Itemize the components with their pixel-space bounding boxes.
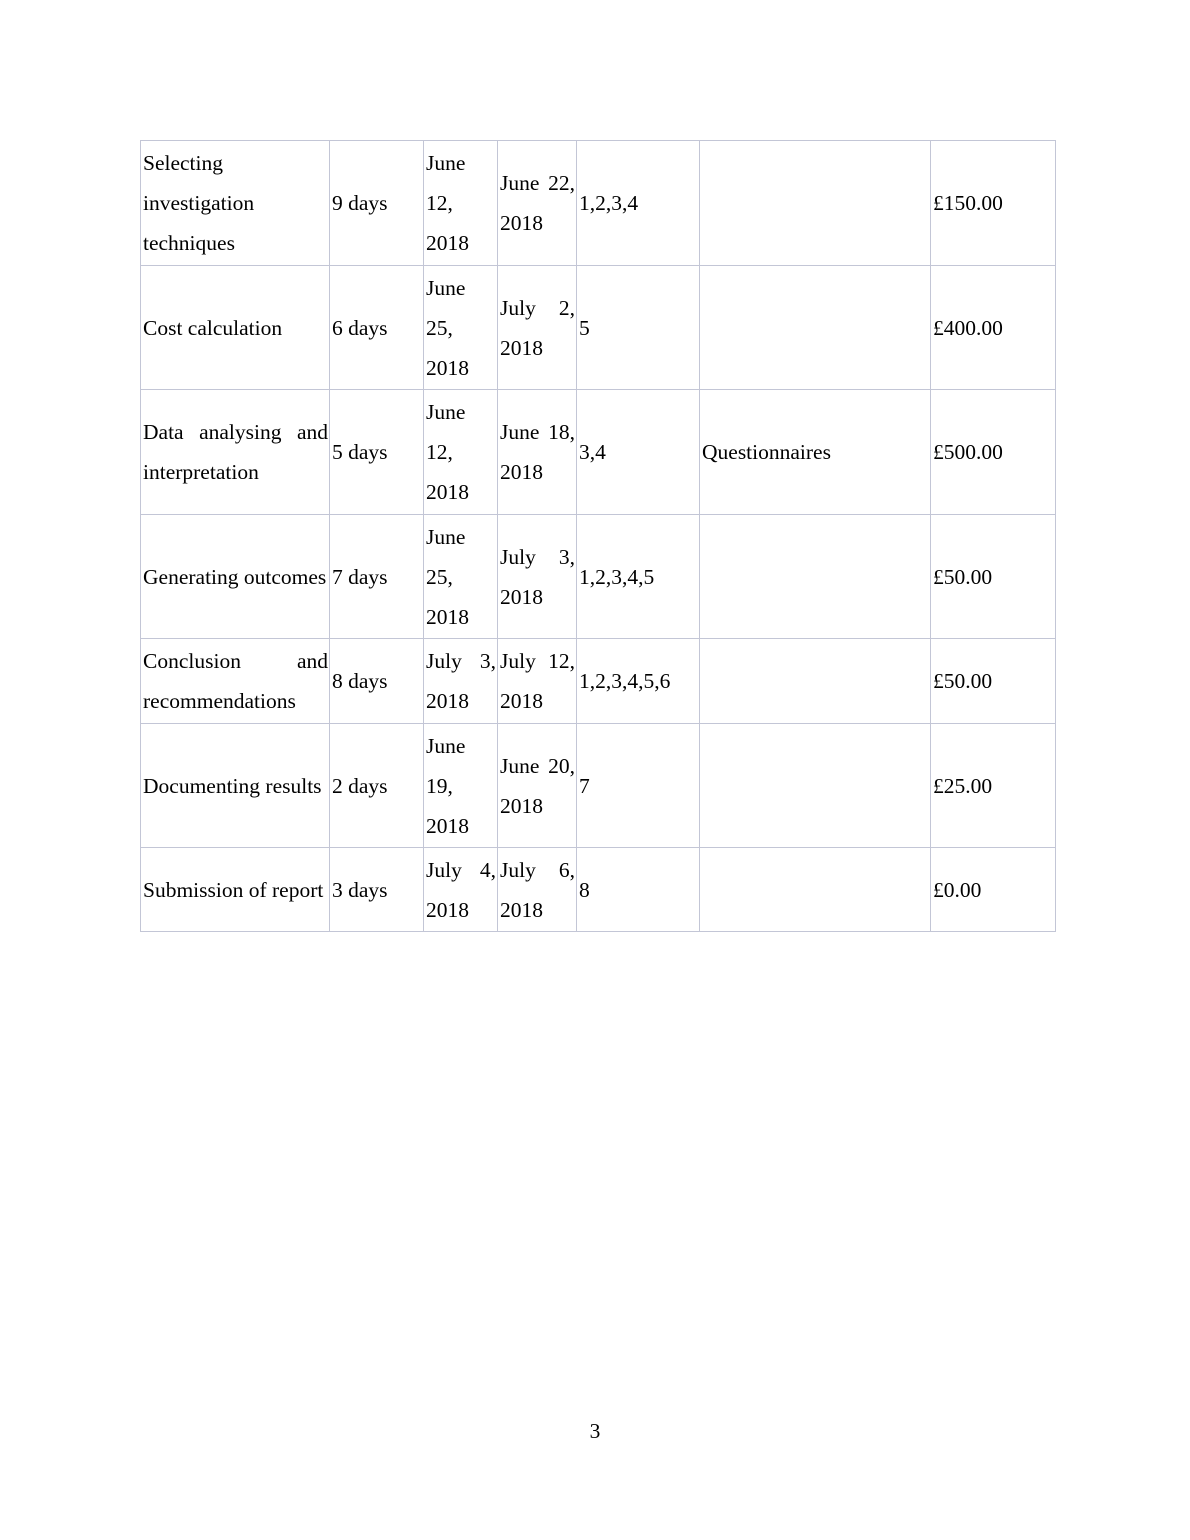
resources-cell: 7 bbox=[577, 724, 700, 848]
resources-cell: 1,2,3,4 bbox=[577, 141, 700, 266]
duration-cell: 5 days bbox=[330, 390, 424, 515]
resources-cell: 8 bbox=[577, 848, 700, 932]
duration-cell: 7 days bbox=[330, 515, 424, 639]
duration-cell: 9 days bbox=[330, 141, 424, 266]
notes-cell bbox=[700, 639, 931, 724]
end-date-cell: July 12, 2018 bbox=[498, 639, 577, 724]
duration-cell: 3 days bbox=[330, 848, 424, 932]
duration-cell: 2 days bbox=[330, 724, 424, 848]
start-date-cell: June 25, 2018 bbox=[424, 515, 498, 639]
table-row bbox=[141, 515, 1056, 639]
table-row bbox=[141, 390, 1056, 515]
start-date-cell: July 3, 2018 bbox=[424, 639, 498, 724]
task-cell: Selecting investigation techniques bbox=[141, 141, 330, 266]
task-cell: Generating outcomes bbox=[141, 515, 330, 639]
table-row bbox=[141, 639, 1056, 724]
notes-cell bbox=[700, 724, 931, 848]
table-row bbox=[141, 141, 1056, 266]
notes-cell: Questionnaires bbox=[700, 390, 931, 515]
duration-cell: 6 days bbox=[330, 266, 424, 390]
end-date-cell: June 22, 2018 bbox=[498, 141, 577, 266]
notes-cell bbox=[700, 515, 931, 639]
notes-cell bbox=[700, 266, 931, 390]
resources-cell: 3,4 bbox=[577, 390, 700, 515]
cost-cell: £150.00 bbox=[931, 141, 1056, 266]
project-schedule-table bbox=[140, 140, 1056, 932]
duration-cell: 8 days bbox=[330, 639, 424, 724]
end-date-cell: June 20, 2018 bbox=[498, 724, 577, 848]
notes-cell bbox=[700, 141, 931, 266]
table-row bbox=[141, 848, 1056, 932]
cost-cell: £25.00 bbox=[931, 724, 1056, 848]
resources-cell: 5 bbox=[577, 266, 700, 390]
end-date-cell: July 3, 2018 bbox=[498, 515, 577, 639]
task-cell: Submission of report bbox=[141, 848, 330, 932]
table-row bbox=[141, 266, 1056, 390]
start-date-cell: June 12, 2018 bbox=[424, 390, 498, 515]
cost-cell: £50.00 bbox=[931, 515, 1056, 639]
cost-cell: £400.00 bbox=[931, 266, 1056, 390]
end-date-cell: July 2, 2018 bbox=[498, 266, 577, 390]
cost-cell: £50.00 bbox=[931, 639, 1056, 724]
cost-cell: £500.00 bbox=[931, 390, 1056, 515]
task-cell: Cost calculation bbox=[141, 266, 330, 390]
task-cell: Data analysing and interpretation bbox=[141, 390, 330, 515]
table-row bbox=[141, 724, 1056, 848]
page-number: 3 bbox=[589, 1419, 601, 1443]
cost-cell: £0.00 bbox=[931, 848, 1056, 932]
start-date-cell: June 12, 2018 bbox=[424, 141, 498, 266]
start-date-cell: June 25, 2018 bbox=[424, 266, 498, 390]
end-date-cell: June 18, 2018 bbox=[498, 390, 577, 515]
start-date-cell: July 4, 2018 bbox=[424, 848, 498, 932]
end-date-cell: July 6, 2018 bbox=[498, 848, 577, 932]
task-cell: Documenting results bbox=[141, 724, 330, 848]
resources-cell: 1,2,3,4,5 bbox=[577, 515, 700, 639]
notes-cell bbox=[700, 848, 931, 932]
start-date-cell: June 19, 2018 bbox=[424, 724, 498, 848]
resources-cell: 1,2,3,4,5,6 bbox=[577, 639, 700, 724]
task-cell: Conclusion and recommendations bbox=[141, 639, 330, 724]
